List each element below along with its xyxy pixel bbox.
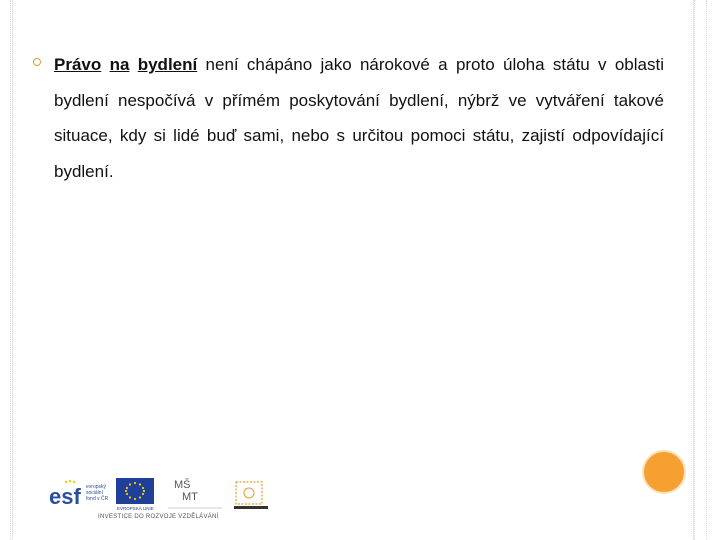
op-logo-icon: [234, 482, 268, 509]
lead-word-1: Právo: [54, 55, 102, 74]
frame-line-right-outer: [706, 0, 708, 540]
esf-label-line-2: sociální: [86, 490, 103, 496]
bullet-body: není chápáno jako nárokové a proto úloha státu v oblasti bydlení nespočívá v přímém poskytování bydlení, nýbrž ve vytváření takové situace, kdy si lidé buď sami, nebo s určitou pomoci státu, zajistí odpovídající bydlení.: [54, 55, 664, 181]
frame-line-right: [694, 0, 696, 540]
lead-word-3: bydlení: [137, 55, 198, 74]
bullet-marker-icon: [33, 58, 41, 66]
orange-circle-decoration: [642, 450, 686, 494]
lead-word-2: na: [109, 55, 130, 74]
funding-caption: INVESTICE DO ROZVOJE VZDĚLÁVÁNÍ: [98, 514, 219, 520]
svg-text:MŠ: MŠ: [174, 479, 191, 491]
bullet-text: [54, 47, 664, 189]
esf-logo-icon: [48, 478, 82, 509]
eu-label: EVROPSKÁ UNIE: [117, 506, 154, 511]
esf-label-line-1: evropský: [86, 484, 107, 490]
eu-flag-icon: [116, 478, 154, 504]
svg-text:esf: esf: [49, 484, 81, 509]
esf-label-line-3: fond v ČR: [86, 496, 109, 502]
svg-text:MT: MT: [182, 491, 198, 503]
msmt-logo-icon: [168, 478, 222, 508]
